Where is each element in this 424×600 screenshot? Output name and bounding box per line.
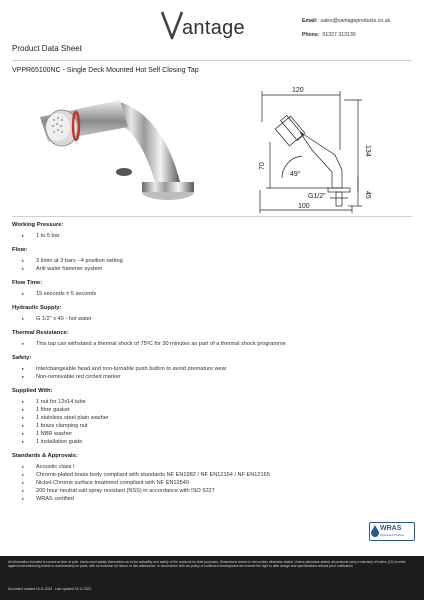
list-item: ▸ 15 seconds ± 5 seconds — [12, 290, 412, 298]
footer — [0, 556, 424, 600]
divider — [12, 216, 412, 217]
list-item: ▸ G 1/2" x 40 - hot water — [12, 315, 412, 323]
section-working-pressure: Working Pressure: ▸ 1 to 5 bar — [12, 222, 412, 240]
section-thermal-resistance: Thermal Resistance: ▸ This tap can withstand a thermal shock of 75ºC for 30 minutes as part of a thermal shock programme — [12, 330, 412, 348]
contact-phone: Phone: 01327 313130 — [302, 32, 356, 38]
list-item: ▸ 3 l/min at 3 bars - 4 position setting — [12, 257, 412, 265]
sheet-title: Product Data Sheet — [12, 44, 82, 53]
contact-block — [302, 14, 390, 42]
vantage-logo — [160, 8, 270, 42]
dim-left: 70 — [259, 162, 266, 170]
technical-drawing — [240, 80, 415, 215]
water-drop-icon — [371, 525, 379, 537]
list-item: ▸ Anti water hammer system — [12, 265, 412, 273]
dim-width: 100 — [298, 203, 310, 210]
list-item: ▸ Non-removable red circled marker — [12, 373, 412, 381]
email-link[interactable]: sales@vantageproducts.co.uk — [320, 18, 391, 24]
divider — [12, 60, 412, 61]
section-safety: Safety: ▸ Interchangeable head and non-turnable push button to avoid premature wear ▸ Non-removable red circled marker — [12, 355, 412, 381]
section-flow-time: Flow Time: ▸ 15 seconds ± 5 seconds — [12, 280, 412, 298]
dim-thread: G1/2" — [308, 193, 326, 200]
list-item: ▸ 1 fibre gasket — [12, 406, 412, 414]
section-hydraulic-supply: Hydraulic Supply: ▸ G 1/2" x 40 - hot water — [12, 305, 412, 323]
dim-base: 45 — [364, 191, 371, 199]
section-standards-approvals: Standards & Approvals: ▸ Acoustic class I ▸ Chrome-plated brass body compliant with standards NF EN1982 / NF EN12164 / NF EN12165 ▸ Nickel-Chrome surface treatment compliant with NF EN12540 ▸ 200 hour neutral salt spray resistant (NSS) in accordance with ISO 9227 ▸ WRAS certified — [12, 453, 412, 503]
list-item: ▸ 1 NBR washer — [12, 430, 412, 438]
list-item: ▸ Chrome-plated brass body compliant with standards NF EN1982 / NF EN12164 / NF EN12165 — [12, 471, 412, 479]
logo-v-mark — [160, 8, 184, 42]
list-item: ▸ 1 to 5 bar — [12, 232, 412, 240]
list-item: ▸ 200 hour neutral salt spray resistant (NSS) in accordance with ISO 9227 — [12, 487, 412, 495]
specifications — [12, 222, 412, 503]
phone-number: 01327 313130 — [322, 32, 356, 38]
list-item: ▸ WRAS certified — [12, 495, 412, 503]
contact-email: Email: sales@vantageproducts.co.uk — [302, 18, 391, 24]
list-item: ▸ 1 installation guide — [12, 438, 412, 446]
list-item: ▸ 1 stainless steel plain washer — [12, 414, 412, 422]
section-flow: Flow: ▸ 3 l/min at 3 bars - 4 position setting ▸ Anti water hammer system — [12, 247, 412, 273]
footer-dates: Document created 03.11.2023 . Last updated 03.11.2023 — [8, 587, 92, 591]
product-photo — [20, 82, 210, 212]
wras-badge: WRAS Approved Product — [369, 522, 415, 541]
logo-wordmark: antage — [182, 17, 245, 39]
list-item: ▸ 1 nut for 12x14 tube — [12, 398, 412, 406]
list-item: ▸ Acoustic class I — [12, 463, 412, 471]
dim-angle: 49° — [290, 171, 301, 178]
list-item: ▸ Nickel-Chrome surface treatment compliant with NF EN12540 — [12, 479, 412, 487]
dim-top: 120 — [292, 87, 304, 94]
dim-height: 134 — [364, 145, 371, 157]
list-item: ▸ 1 brass clamping nut — [12, 422, 412, 430]
footer-disclaimer: All information included is correct at time of print. Users must satisfy themselves as to the suitability and safety of the products for their purposes. Dimensions shown in mm unless otherwise stated. Unless otherwise stated, all products carry a warranty of twelve (12) months against manufacturing defect or workmanship on parts, with no inclusion for labour or site attendance. In accordance with our policy of continued development we reserve the right to alter design and specifications without prior notification. — [8, 560, 406, 569]
product-title: VPPR65100NC - Single Deck Mounted Hot Self Closing Tap — [12, 67, 199, 74]
list-item: ▸ Interchangeable head and non-turnable push button to avoid premature wear — [12, 365, 412, 373]
section-supplied-with: Supplied With: ▸ 1 nut for 12x14 tube ▸ 1 fibre gasket ▸ 1 stainless steel plain washer ▸ 1 brass clamping nut ▸ 1 NBR washer ▸ 1 installation guide — [12, 388, 412, 446]
list-item: ▸ This tap can withstand a thermal shock of 75ºC for 30 minutes as part of a thermal shock programme — [12, 340, 412, 348]
